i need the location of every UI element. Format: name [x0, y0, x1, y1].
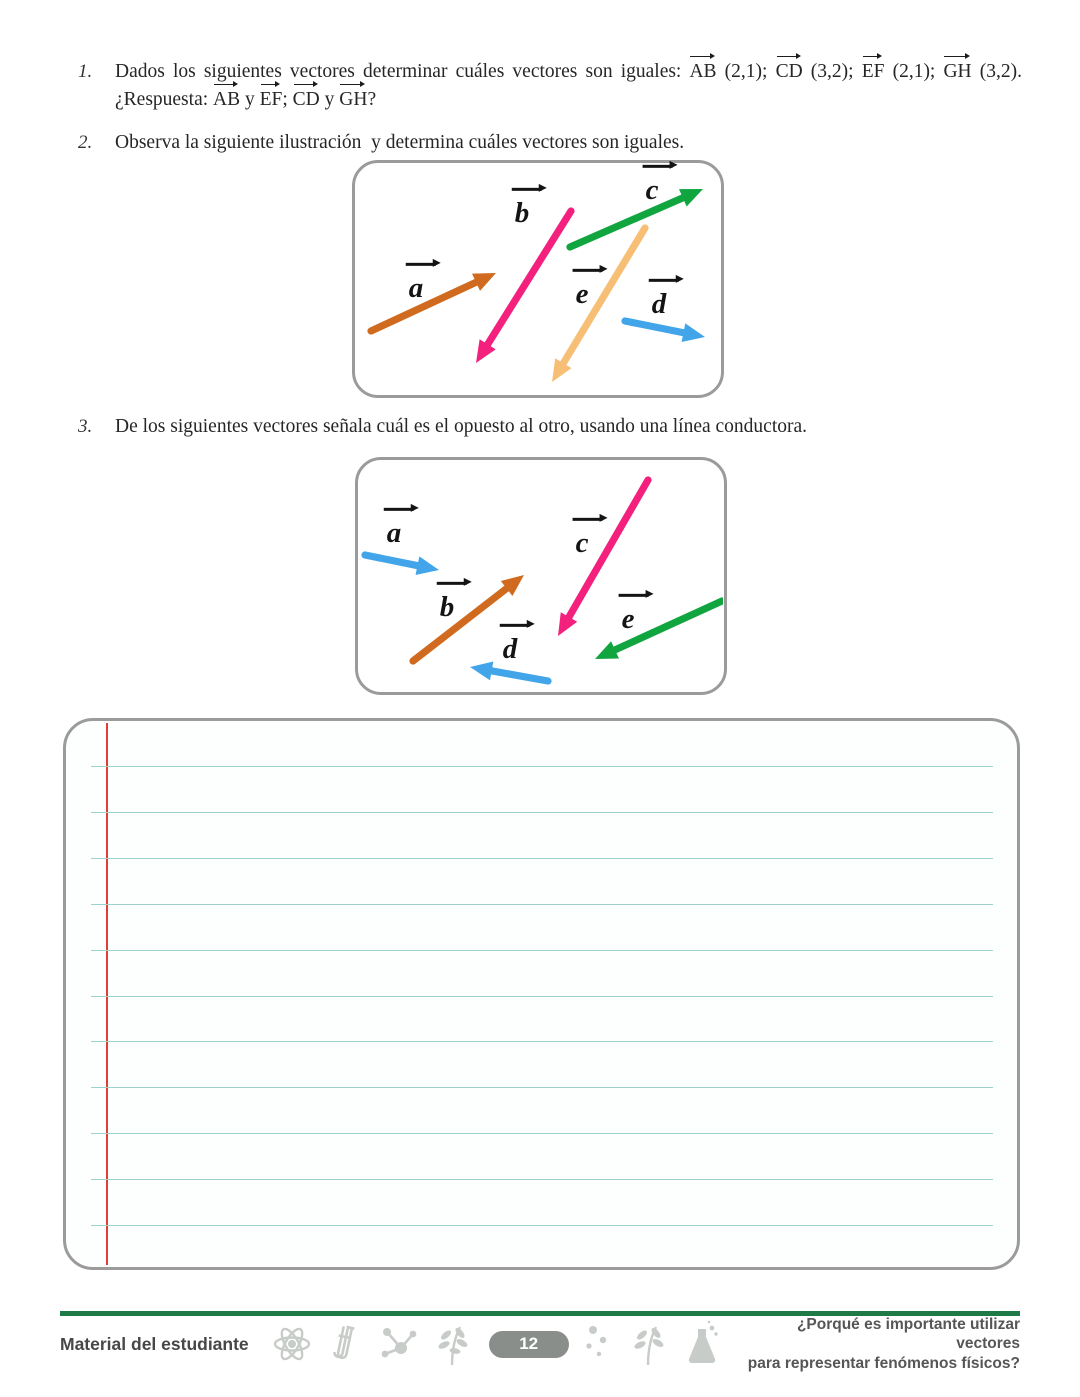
- ruled-line: [91, 996, 993, 997]
- molecule-icon: [375, 1322, 419, 1366]
- exercise-2-text: Observa la siguiente ilustración y determina cuáles vectores son iguales.: [115, 132, 685, 153]
- exercise-3-text: De los siguientes vectores señala cuál es el opuesto al otro, usando una línea conductora.: [115, 416, 808, 437]
- vector-name: EF: [260, 86, 283, 114]
- footer-question-line2: para representar fenómenos físicos?: [747, 1354, 1020, 1372]
- footer-brand-label: Material del estudiante: [60, 1333, 249, 1354]
- vector-name: CD: [293, 86, 320, 114]
- sprig-icon: [432, 1321, 472, 1367]
- dots-icon: [581, 1322, 615, 1366]
- ruled-line: [91, 1087, 993, 1088]
- exercise-2: [78, 129, 1022, 157]
- vector-canvas: [358, 460, 723, 691]
- vector-name: GH: [943, 58, 971, 86]
- notebook-answer-area: [63, 718, 1020, 1270]
- ruled-line: [91, 766, 993, 767]
- atom-icon: [269, 1321, 315, 1367]
- page-number-badge: [489, 1331, 569, 1358]
- ruled-line: [91, 1041, 993, 1042]
- vector-label-b: b: [514, 196, 530, 229]
- vector-label-c: c: [645, 173, 659, 206]
- exercise-1: [78, 58, 1022, 114]
- ruled-line: [91, 904, 993, 905]
- figure-opposite-vectors: [355, 457, 727, 695]
- exercise-1-number: 1.: [78, 61, 93, 82]
- page-number: 12: [519, 1334, 539, 1353]
- ruled-line: [91, 1225, 993, 1226]
- vector-name: AB: [213, 86, 240, 114]
- exercise-1-text: Dados los siguientes vectores determinar cuáles vectores son iguales: AB (2,1); CD (3,2); EF (2,1); GH (3,2). ¿Respuesta: AB y EF; CD y GH?: [115, 58, 1022, 114]
- exercise-3-number: 3.: [78, 416, 93, 437]
- ruled-line: [91, 950, 993, 951]
- ruled-line: [91, 858, 993, 859]
- vector-label-d: d: [502, 632, 518, 665]
- vector-label-a: a: [386, 516, 402, 549]
- ruled-line: [91, 1179, 993, 1180]
- vector-name: AB: [689, 58, 716, 86]
- vector-label-b: b: [439, 590, 455, 623]
- vector-name: GH: [339, 86, 367, 114]
- flask-icon: [681, 1319, 723, 1369]
- figure-equal-vectors: [352, 160, 724, 398]
- footer-question: [736, 1315, 1020, 1374]
- footer-question-line1: ¿Porqué es importante utilizar vectores: [796, 1315, 1020, 1353]
- vector-label-a: a: [408, 271, 424, 304]
- vector-name: CD: [776, 58, 803, 86]
- ruled-line: [91, 1133, 993, 1134]
- ruled-line: [91, 812, 993, 813]
- vector-label-e: e: [621, 602, 635, 635]
- vector-label-e: e: [575, 277, 589, 310]
- vector-label-c: c: [575, 526, 589, 559]
- vector-name: EF: [862, 58, 885, 86]
- footer: [60, 1315, 1020, 1372]
- test-tube-icon: [328, 1322, 362, 1366]
- notebook-margin-line: [106, 723, 108, 1265]
- exercise-3: [78, 413, 1022, 441]
- vector-label-d: d: [651, 287, 667, 320]
- sprig-icon: [628, 1321, 668, 1367]
- exercise-2-number: 2.: [78, 132, 93, 153]
